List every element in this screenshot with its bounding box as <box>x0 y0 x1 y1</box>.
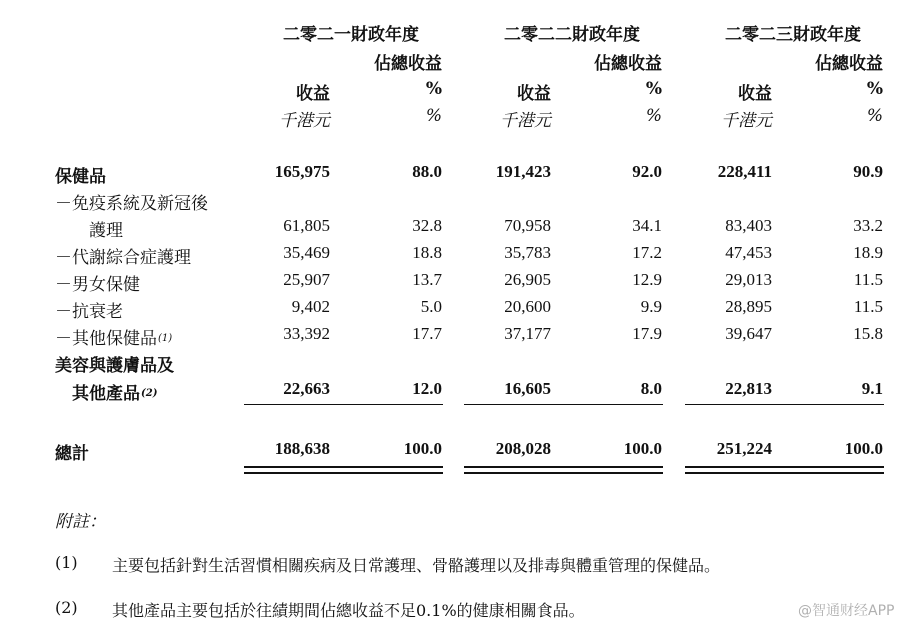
header-year-2021: 二零二一財政年度 <box>283 25 419 45</box>
cell-metabolic-rev-2022: 35,783 <box>504 243 551 262</box>
header-share-2022: 佔總收益 <box>594 54 662 74</box>
header-unit-2021: 千港元 <box>279 111 330 131</box>
cell-menwomen-rev-2023: 29,013 <box>725 270 772 289</box>
header-unit-2022: 千港元 <box>500 111 551 131</box>
total-rule-top-2022 <box>464 466 663 468</box>
cell-menwomen-rev-2021: 25,907 <box>283 270 330 289</box>
cell-beauty-pct-2022: 8.0 <box>640 379 662 398</box>
cell-antiaging-rev-2021: 9,402 <box>291 297 330 316</box>
note-1-text: 主要包括針對生活習慣相關疾病及日常護理、骨骼護理以及排毒與體重管理的保健品。 <box>112 556 721 575</box>
cell-otherhealth-rev-2021: 33,392 <box>283 324 330 343</box>
footnote-ref-1: (1) <box>158 333 173 344</box>
cell-metabolic-pct-2021: 18.8 <box>412 243 442 262</box>
cell-menwomen-rev-2022: 26,905 <box>504 270 551 289</box>
cell-metabolic-rev-2023: 47,453 <box>725 243 772 262</box>
cell-health-rev-2021: 165,975 <box>274 162 330 181</box>
cell-antiaging-pct-2023: 11.5 <box>853 297 883 316</box>
row-label-beauty-1: 美容與護膚品及 <box>55 356 174 376</box>
footnote-ref-2: (2) <box>141 388 158 399</box>
cell-otherhealth-rev-2022: 37,177 <box>504 324 551 343</box>
header-share-2021: 佔總收益 <box>374 54 442 74</box>
total-rule-top-2021 <box>244 466 443 468</box>
cell-health-rev-2023: 228,411 <box>717 162 772 181</box>
other-health-text: －其他保健品 <box>55 329 157 349</box>
row-label-other-health <box>55 324 172 349</box>
cell-beauty-pct-2023: 9.1 <box>861 379 883 398</box>
cell-otherhealth-pct-2021: 17.7 <box>412 324 442 343</box>
row-label-metabolic: －代謝綜合症護理 <box>55 248 191 268</box>
note-2-text: 其他產品主要包括於往績期間佔總收益不足0.1%的健康相關食品。 <box>112 601 585 620</box>
cell-immune-pct-2022: 34.1 <box>632 216 662 235</box>
cell-health-rev-2022: 191,423 <box>495 162 551 181</box>
total-rule-bottom-2023 <box>685 472 884 474</box>
cell-total-pct-2023: 100.0 <box>844 439 883 458</box>
cell-beauty-rev-2022: 16,605 <box>504 379 551 398</box>
beauty-text: 其他產品 <box>72 384 140 404</box>
header-pct-2022: % <box>645 79 662 99</box>
header-year-2022: 二零二二財政年度 <box>504 25 640 45</box>
header-share-2023: 佔總收益 <box>815 54 883 74</box>
total-rule-bottom-2021 <box>244 472 443 474</box>
cell-metabolic-pct-2022: 17.2 <box>632 243 662 262</box>
cell-total-pct-2021: 100.0 <box>403 439 442 458</box>
subtotal-rule-2021 <box>244 404 443 405</box>
cell-menwomen-pct-2023: 11.5 <box>853 270 883 289</box>
cell-health-pct-2022: 92.0 <box>632 162 662 181</box>
subtotal-rule-2022 <box>464 404 663 405</box>
cell-immune-rev-2022: 70,958 <box>504 216 551 235</box>
total-rule-top-2023 <box>685 466 884 468</box>
cell-total-rev-2021: 188,638 <box>274 439 330 458</box>
header-pct-2021: % <box>425 79 442 99</box>
note-1-marker: (1) <box>55 553 78 572</box>
cell-total-rev-2023: 251,224 <box>716 439 772 458</box>
cell-metabolic-rev-2021: 35,469 <box>283 243 330 262</box>
header-pct-2023: % <box>866 79 883 99</box>
cell-beauty-rev-2021: 22,663 <box>283 379 330 398</box>
cell-menwomen-pct-2022: 12.9 <box>632 270 662 289</box>
cell-beauty-rev-2023: 22,813 <box>725 379 772 398</box>
cell-metabolic-pct-2023: 18.9 <box>853 243 883 262</box>
cell-immune-pct-2023: 33.2 <box>853 216 883 235</box>
header-unit-2023: 千港元 <box>721 111 772 131</box>
header-revenue-2023: 收益 <box>738 84 772 104</box>
cell-otherhealth-pct-2023: 15.8 <box>853 324 883 343</box>
subtotal-rule-2023 <box>685 404 884 405</box>
header-unit-pct-2022: % <box>645 106 662 126</box>
cell-health-pct-2021: 88.0 <box>412 162 442 181</box>
header-year-2023: 二零二三財政年度 <box>725 25 861 45</box>
cell-antiaging-pct-2022: 9.9 <box>640 297 662 316</box>
row-label-men-women: －男女保健 <box>55 275 140 295</box>
watermark: @智通财经APP <box>798 603 895 619</box>
total-rule-bottom-2022 <box>464 472 663 474</box>
row-label-health: 保健品 <box>55 167 106 187</box>
cell-menwomen-pct-2021: 13.7 <box>412 270 442 289</box>
cell-immune-rev-2021: 61,805 <box>283 216 330 235</box>
notes-title: 附註： <box>55 512 106 532</box>
cell-antiaging-rev-2023: 28,895 <box>725 297 772 316</box>
header-unit-pct-2023: % <box>866 106 883 126</box>
cell-immune-pct-2021: 32.8 <box>412 216 442 235</box>
row-label-beauty-2 <box>72 379 157 404</box>
cell-otherhealth-rev-2023: 39,647 <box>725 324 772 343</box>
cell-beauty-pct-2021: 12.0 <box>412 379 442 398</box>
row-label-immune-1: －免疫系統及新冠後 <box>55 194 208 214</box>
cell-total-rev-2022: 208,028 <box>495 439 551 458</box>
cell-total-pct-2022: 100.0 <box>623 439 662 458</box>
row-label-immune-2: 護理 <box>89 221 123 241</box>
row-label-total: 總計 <box>55 444 89 464</box>
cell-otherhealth-pct-2022: 17.9 <box>632 324 662 343</box>
cell-immune-rev-2023: 83,403 <box>725 216 772 235</box>
note-2-marker: (2) <box>55 598 78 617</box>
cell-antiaging-pct-2021: 5.0 <box>420 297 442 316</box>
cell-health-pct-2023: 90.9 <box>853 162 883 181</box>
header-revenue-2022: 收益 <box>517 84 551 104</box>
cell-antiaging-rev-2022: 20,600 <box>504 297 551 316</box>
header-unit-pct-2021: % <box>425 106 442 126</box>
header-revenue-2021: 收益 <box>296 84 330 104</box>
row-label-anti-aging: －抗衰老 <box>55 302 123 322</box>
